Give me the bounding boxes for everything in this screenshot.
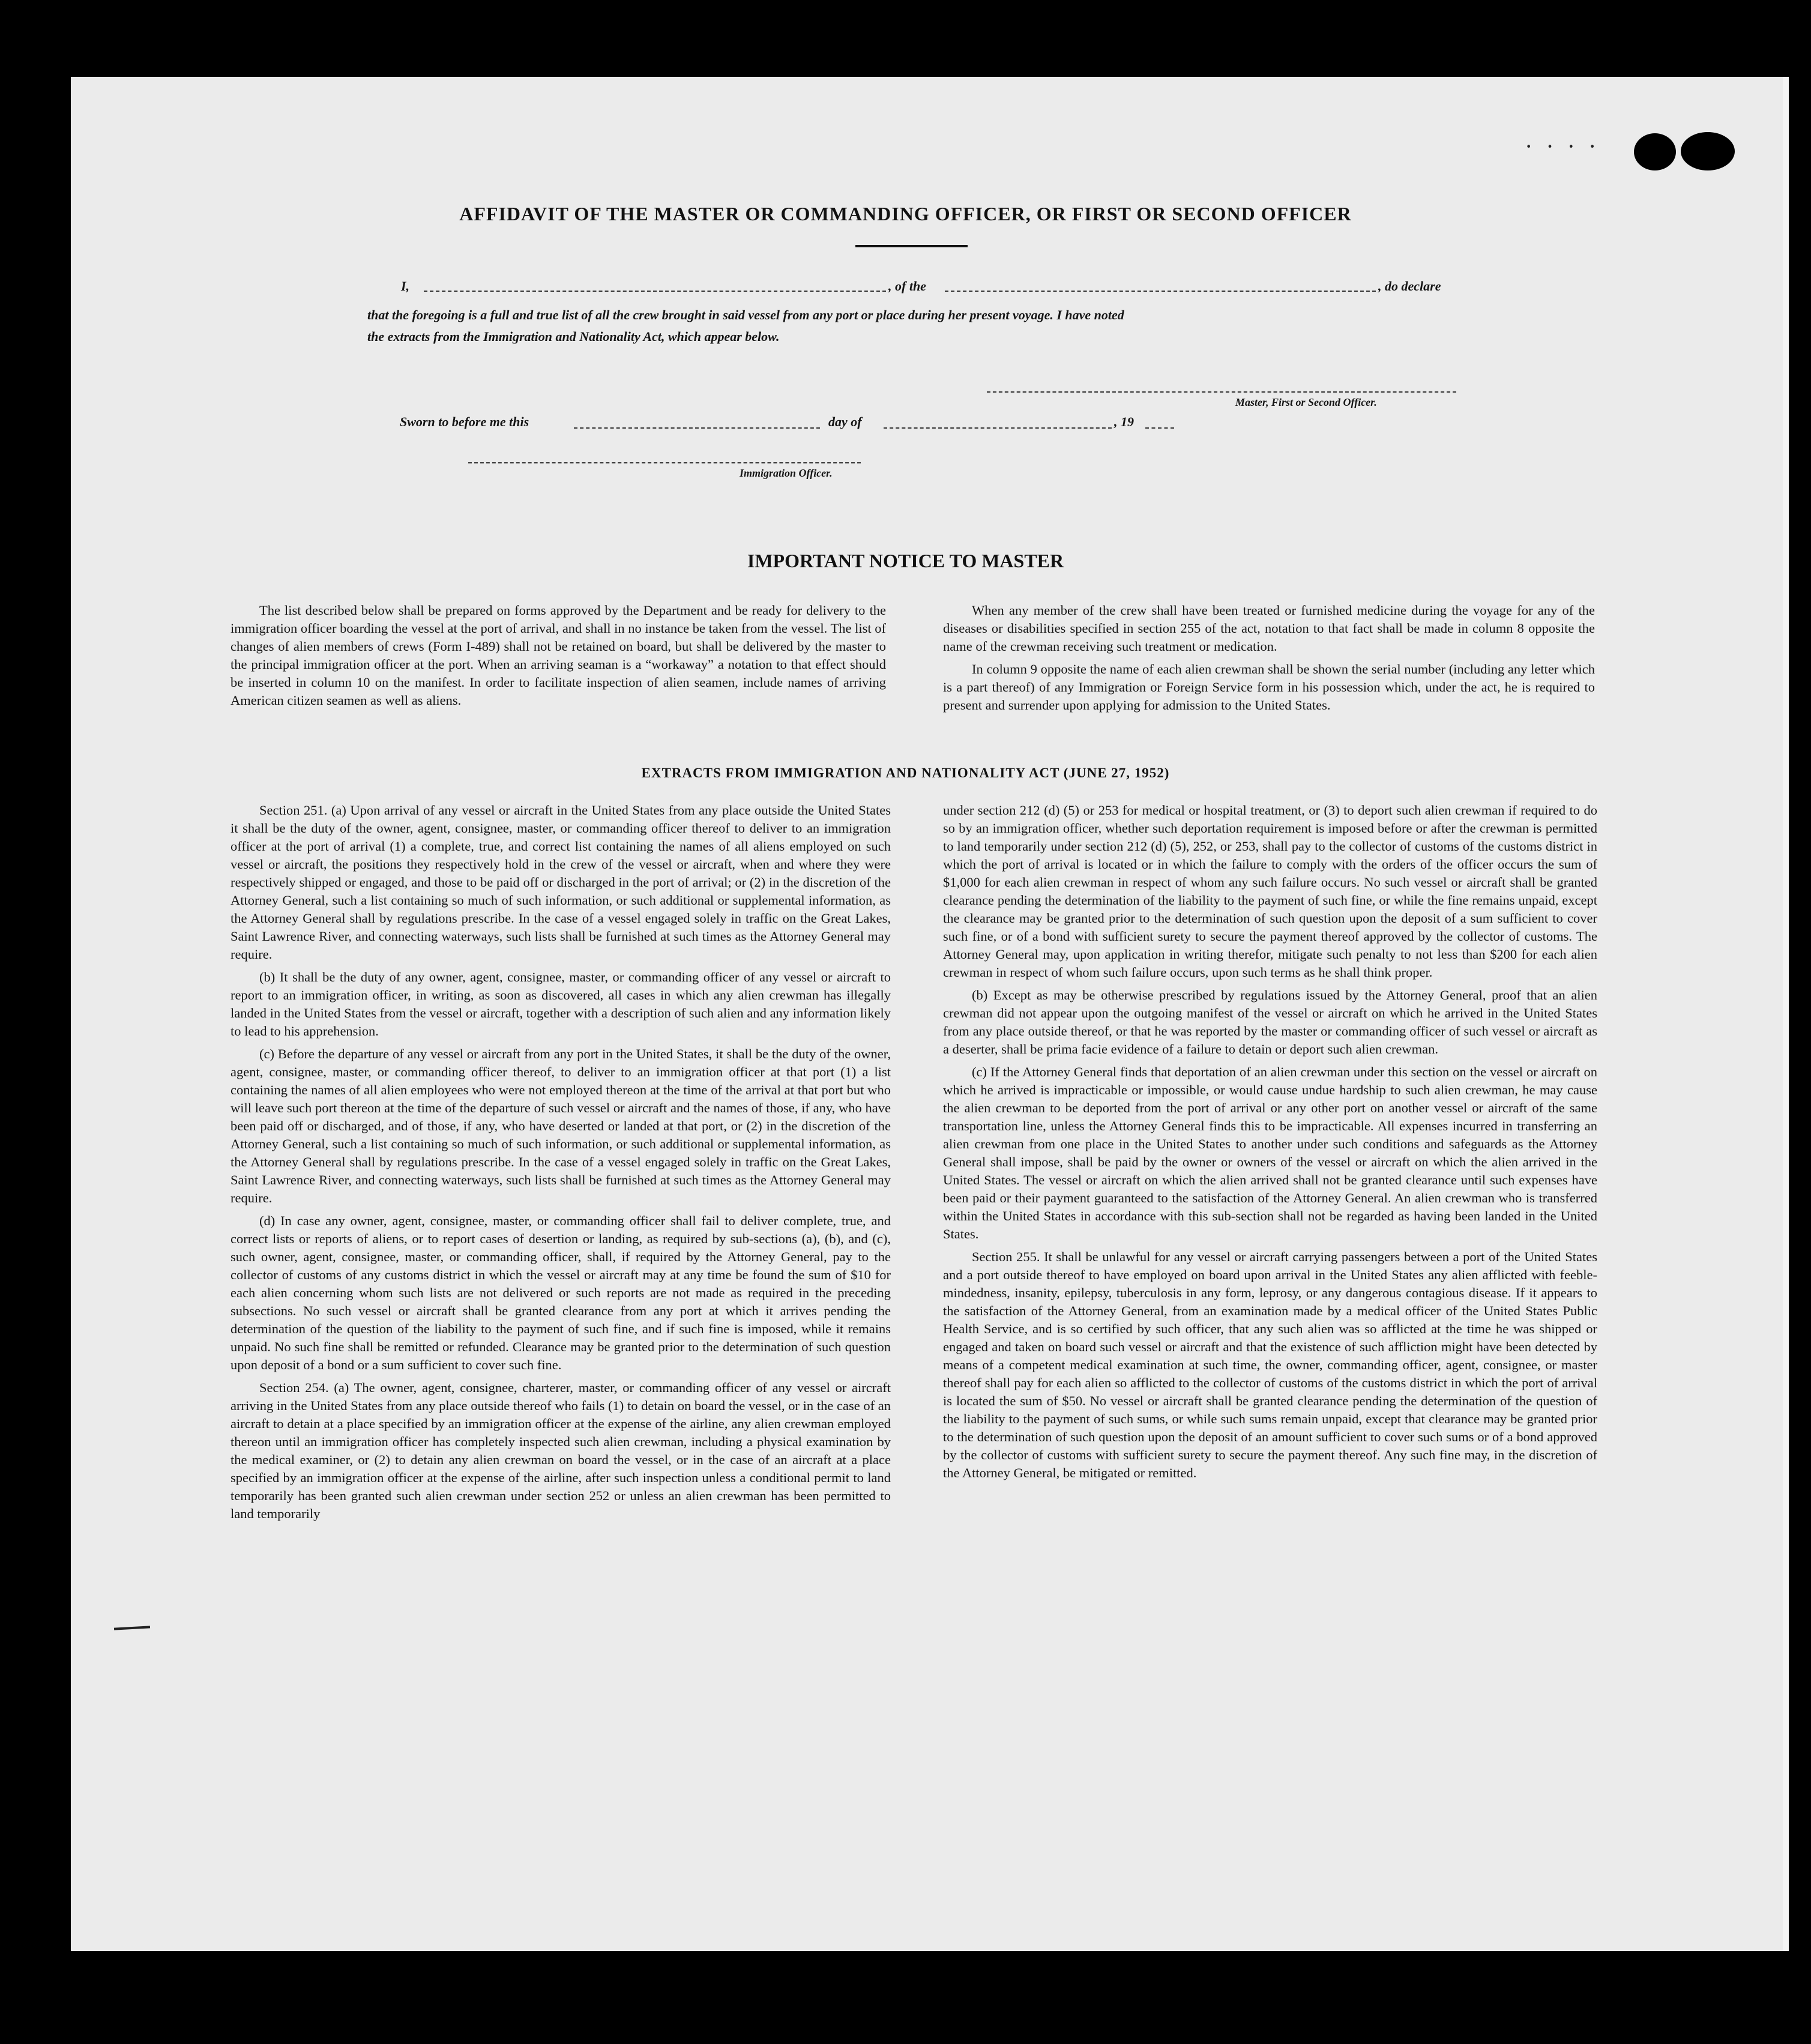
notice-right-column xyxy=(943,601,1595,719)
extracts-title: EXTRACTS FROM IMMIGRATION AND NATIONALITY ACT (JUNE 27, 1952) xyxy=(641,765,1170,780)
section-254-b: (b) Except as may be otherwise prescribed by regulations issued by the Attorney General, proof that an alien crewman did not appear upon the outgoing manifest of the vessel or aircraft on which he arrived in the United States from any place outside thereof, or that he was reported by the master or commanding officer of such vessel or aircraft as a deserter, shall be prima facie evidence of a failure to detain or deport such alien crewman. xyxy=(943,987,1597,1057)
ink-blot xyxy=(1681,132,1735,170)
i-label: I, xyxy=(401,279,410,294)
ink-blot xyxy=(1634,133,1676,170)
of-the-label: , of the xyxy=(888,279,926,294)
sworn-month-field[interactable] xyxy=(884,427,1112,429)
notice-left-column xyxy=(231,601,886,714)
year-label: , 19 xyxy=(1114,414,1134,429)
day-of-label: day of xyxy=(828,414,862,429)
officer-signature-line[interactable] xyxy=(468,462,861,463)
statement-line-1: that the foregoing is a full and true list of all the crew brought in said vessel from any port or place during her present voyage. I have noted xyxy=(367,307,1124,322)
notice-title: IMPORTANT NOTICE TO MASTER xyxy=(747,550,1064,571)
notice-paragraph: When any member of the crew shall have been treated or furnished medicine during the voyage for any of the diseases or disabilities specified in section 255 of the act, notation to that fact shall be made in column 8 opposite the name of the crewman receiving such treatment or medication. xyxy=(943,603,1595,654)
name-field[interactable] xyxy=(424,291,886,292)
vessel-field[interactable] xyxy=(945,291,1376,292)
title-rule xyxy=(855,245,968,247)
section-254-a: Section 254. (a) The owner, agent, consignee, charterer, master, or commanding officer of any vessel or aircraft arriving in the United States from any place outside thereof who fails (1) to detain on board the vessel, or in the case of an aircraft to detain at a place specified by an immigration officer at the expense of the airline, any alien crewman employed thereon until an immigration officer has completely inspected such alien crewman, including a physical examination by the medical examiner, or (2) to detain any alien crewman on board the vessel, or in the case of an aircraft at a place specified by an immigration officer at the expense of the airline, after such inspection unless a conditional permit to land temporarily has been granted such alien crewman under section 252 or unless an alien crewman has been permitted to land temporarily xyxy=(231,1380,891,1521)
section-255: Section 255. It shall be unlawful for any vessel or aircraft carrying passengers between a port of the United States and a port outside thereof to have employed on board upon arrival in the United States any alien afflicted with feeble-mindedness, insanity, epilepsy, tuberculosis in any form, leprosy, or any dangerous contagious disease. If it appears to the satisfaction of the Attorney General, from an examination made by a medical officer of the United States Public Health Service, and is so certified by such officer, that any such alien was so afflicted at the time he was shipped or engaged and taken on board such vessel or aircraft and that the existence of such affliction might have been detected by means of a competent medical examination at such time, the owner, commanding officer, agent, consignee, or master thereof shall pay for each alien so afflicted to the collector of customs of the customs district in which the port of arrival is located the sum of $50. No vessel or aircraft shall be granted clearance pending the determination of the question of the liability to the payment of such sums, or while such sums remain unpaid, except that clearance may be granted prior to the determination of such question upon the deposit of an amount sufficient to cover such sums or of a bond approved by the collector of customs with sufficient surety to secure the payment thereof. Any such fine may, in the discretion of the Attorney General, be mitigated or remitted. xyxy=(943,1249,1597,1480)
section-251-b: (b) It shall be the duty of any owner, agent, consignee, master, or commanding officer of any vessel or aircraft to report to an immigration officer, in writing, as soon as discovered, all cases in which any alien crewman has illegally landed in the United States from the vessel or aircraft, together with a description of such alien and any information likely to lead to his apprehension. xyxy=(231,969,891,1039)
notice-paragraph: In column 9 opposite the name of each alien crewman shall be shown the serial number (including any letter which is a part thereof) of any Immigration or Foreign Service form in his possession which, under the act, he is required to present and surrender upon applying for admission to the United States. xyxy=(943,662,1595,713)
affidavit-title: AFFIDAVIT OF THE MASTER OR COMMANDING OFFICER, OR FIRST OR SECOND OFFICER xyxy=(459,203,1352,225)
officer-signature-caption: Immigration Officer. xyxy=(740,467,833,479)
statement-line-2: the extracts from the Immigration and Nationality Act, which appear below. xyxy=(367,329,780,344)
master-signature-caption: Master, First or Second Officer. xyxy=(1235,396,1377,408)
section-254-a-continued: under section 212 (d) (5) or 253 for medical or hospital treatment, or (3) to deport such alien crewman if required to do so by an immigration officer, whether such deportation requirement is imposed before or after the crewman is permitted to land temporarily under section 212 (d) (5), 252, or 253, shall pay to the collector of customs of the customs district in which the port of arrival is located or in which the failure to comply with the orders of the officer occurs the sum of $1,000 for each alien crewman in respect of whom any such failure occurs. No such vessel or aircraft shall be granted clearance pending the determination of the liability to the payment of such fine, or while the fine remains unpaid, except the clearance may be granted prior to the determination of such question upon the deposit of a sum sufficient to cover such fine, or of a bond with sufficient surety to secure the payment thereof approved by the collector of customs. The Attorney General may, upon application in writing therefor, mitigate such penalty to not less than $200 for each alien crewman in respect of whom such failure occurs, upon such terms as he shall think proper. xyxy=(943,803,1597,980)
extracts-right-column xyxy=(943,801,1597,1487)
do-declare-label: , do declare xyxy=(1378,279,1441,294)
sworn-label: Sworn to before me this xyxy=(400,414,529,429)
section-251-d: (d) In case any owner, agent, consignee, master, or commanding officer shall fail to deliver complete, true, and correct lists or reports of aliens, or to report cases of desertion or landing, as required by sub-sections (a), (b), and (c), such owner, agent, consignee, master, or commanding officer, shall, if required by the Attorney General, pay to the collector of customs of any customs district in which the vessel or aircraft may at any time be found the sum of $10 for each alien concerning whom such lists are not delivered or such reports are not made as required in the preceding subsections. No such vessel or aircraft shall be granted clearance from any port at which it arrives pending the determination of the question of the liability to the payment of such fine, and if such fine is imposed, while it remains unpaid. No such fine shall be remitted or refunded. Clearance may be granted prior to the determination of such question upon deposit of a bond or a sum sufficient to cover such fine. xyxy=(231,1213,891,1372)
section-254-c: (c) If the Attorney General finds that deportation of an alien crewman under this section on the vessel or aircraft on which he arrived is impracticable or impossible, or would cause undue hardship to such alien crewman, he may cause the alien crewman to be deported from the port of arrival or any other port on another vessel or aircraft of the same transportation line, unless the Attorney General finds this to be impracticable. All expenses incurred in transferring an alien crewman from one place in the United States to another under such conditions and safeguards as the Attorney General shall impose, shall be paid by the owner or owners of the vessel or aircraft on which the alien arrived in the United States. The vessel or aircraft on which the alien arrived shall not be granted clearance until such expenses have been paid or their payment guaranteed to the satisfaction of the Attorney General. An alien crewman who is transferred within the United States in accordance with this sub-section shall not be regarded as having been landed in the United States. xyxy=(943,1064,1597,1241)
section-251-a: Section 251. (a) Upon arrival of any vessel or aircraft in the United States from any place outside the United States it shall be the duty of the owner, agent, consignee, master, or commanding officer thereof to deliver to an immigration officer at the port of arrival (1) a complete, true, and correct list containing the names of all aliens employed on such vessel or aircraft, the positions they respectively hold in the crew of the vessel or aircraft, when and where they were respectively shipped or engaged, and those to be paid off or discharged in the port of arrival; or (2) in the discretion of the Attorney General, such a list containing so much of such information, or such additional or supplemental information, as the Attorney General shall by regulations prescribe. In the case of a vessel engaged solely in traffic on the Great Lakes, Saint Lawrence River, and connecting waterways, such lists shall be furnished at such times as the Attorney General may require. xyxy=(231,803,891,962)
sworn-day-field[interactable] xyxy=(574,427,820,429)
section-251-c: (c) Before the departure of any vessel or aircraft from any port in the United States, it shall be the duty of the owner, agent, consignee, master, or commanding officer thereof, to deliver to an immigration officer at that port (1) a list containing the names of all alien employees who were not employed thereon at the time of the arrival at that port but who will leave such port thereon at the time of the departure of such vessel or aircraft and the names of those, if any, who have been paid off or discharged, and of those, if any, who have deserted or landed at that port, or (2) in the discretion of the Attorney General, such a list containing so much of such information, or such additional or supplemental information, as the Attorney General shall by regulations prescribe. In the case of a vessel engaged solely in traffic on the Great Lakes, Saint Lawrence River, and connecting waterways, such lists shall be furnished at such times as the Attorney General may require. xyxy=(231,1046,891,1205)
master-signature-line[interactable] xyxy=(987,391,1456,393)
sworn-year-field[interactable] xyxy=(1145,427,1174,429)
extracts-left-column xyxy=(231,801,891,1528)
notice-paragraph: The list described below shall be prepared on forms approved by the Department and be ready for delivery to the immigration officer boarding the vessel at the port of arrival, and shall in no instance be taken from the vessel. The list of changes of alien members of crews (Form I-489) shall not be retained on board, but shall be delivered by the master to the principal immigration officer at the port. When an arriving seaman is a “workaway” a notation to that effect should be inserted in column 10 on the manifest. In order to facilitate inspection of alien seamen, include names of arriving American citizen seamen as well as aliens. xyxy=(231,603,886,708)
stray-marks: · · · · xyxy=(1525,133,1600,160)
